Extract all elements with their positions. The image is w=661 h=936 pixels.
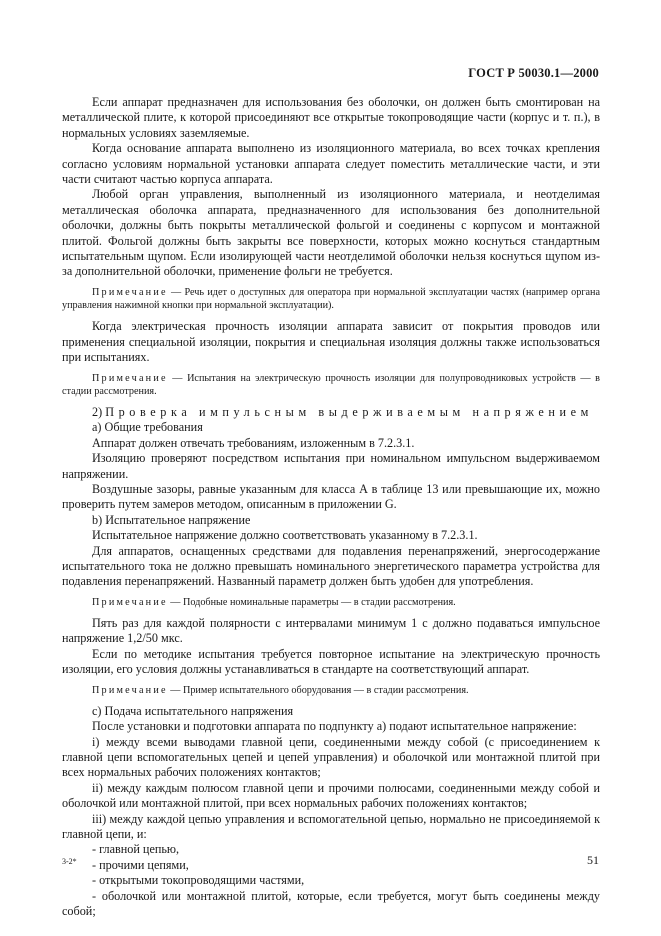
subsection-heading: а) Общие требования: [92, 420, 203, 435]
note-text: — Пример испытательного оборудования — в стадии рассмотрения.: [167, 684, 469, 696]
page-number: 51: [587, 853, 599, 867]
list-item: ii) между каждым полюсом главной цепи и прочими полюсами, соединенными между собой и оболочкой или монтажной плитой, при всех нормальных рабочих положениях контактов;: [62, 780, 600, 811]
paragraph: Изоляцию проверяют посредством испытания при номинальном импульсном выдерживаемом напряжении.: [62, 451, 600, 481]
paragraph: Если по методике испытания требуется повторное испытание на электрическую прочность изоляции, его условия должны устанавливаться в стандарте на соответствующий аппарат.: [62, 646, 600, 677]
paragraph: Воздушные зазоры, равные указанным для класса А в таблице 13 или превышающие их, можно проверить путем замеров методом, описанным в приложении G.: [62, 481, 600, 512]
paragraph: Если аппарат предназначен для использования без оболочки, он должен быть смонтирован на металлической плите, к которой присоединяют все открытые токопроводящие части (корпус и т. п.), в нормальных условиях заземляемые.: [62, 95, 600, 140]
page-body: [62, 95, 600, 920]
dash-item: - открытыми токопроводящими частями,: [92, 873, 305, 888]
paragraph: После установки и подготовки аппарата по подпункту а) подают испытательное напряжение:: [92, 719, 577, 734]
note-label: Примечание: [92, 596, 168, 608]
paragraph: Аппарат должен отвечать требованиям, изложенным в 7.2.3.1.: [92, 435, 415, 450]
note-text: — Подобные номинальные параметры — в стадии рассмотрения.: [167, 596, 456, 608]
note: [62, 596, 600, 609]
paragraph: Когда электрическая прочность изоляции аппарата зависит от покрытия проводов или применения специальной изоляции, покрытия и специальная изоляция должны также использоваться при испытаниях.: [62, 319, 600, 365]
list-item: i) между всеми выводами главной цепи, соединенными между собой (с присоединением к главной цепи вспомогательных цепей и цепей управления) и оболочкой или монтажной плитой при всех нормальных рабочих положениях контактов;: [62, 734, 600, 780]
section-title: Проверка импульсным выдерживаемым напряжением: [105, 404, 593, 419]
dash-item: - оболочкой или монтажной плитой, которые, если требуется, могут быть соединены между собой;: [62, 888, 600, 919]
note: [62, 684, 600, 697]
note-text: — Речь идет о доступных для оператора при нормальной эксплуатации частях (например органа управления нажимной кнопки при нормальной эксплуатации).: [62, 286, 600, 312]
dash-item: - главной цепью,: [92, 842, 180, 857]
note: [62, 286, 600, 312]
sheet-mark: 3-2*: [62, 857, 77, 866]
list-item: iii) между каждой цепью управления и вспомогательной цепью, нормально не присоединяемой к главной цепи, и:: [62, 811, 600, 842]
paragraph: Для аппаратов, оснащенных средствами для подавления перенапряжений, энергосодержание испытательного тока не должно превышать номинального энергетического параметра устройства для подавления перенапряжений. Названный параметр должен быть удобен для употребления.: [62, 543, 600, 589]
subsection-heading: b) Испытательное напряжение: [92, 512, 251, 527]
paragraph: Пять раз для каждой полярности с интервалами минимум 1 с должно подаваться импульсное напряжение 1,2/50 мкс.: [62, 615, 600, 646]
subsection-heading: с) Подача испытательного напряжения: [92, 703, 294, 718]
section-number: 2): [92, 404, 106, 419]
paragraph: Любой орган управления, выполненный из изоляционного материала, и неотделимая металлическая оболочка аппарата, предназначенного для использования без дополнительной оболочки, должны быть покрыты металлической фольгой и соединены с корпусом и монтажной плитой. Фольгой должны быть закрыты все поверхности, которых можно коснуться стандартным испытательным щупом. Если изолирующей части неотделимой оболочки нельзя коснуться щупом из-за дополнительной оболочки, применение фольги не требуется.: [62, 187, 600, 279]
standard-header: ГОСТ Р 50030.1—2000: [468, 66, 599, 80]
note-label: Примечание: [92, 372, 168, 384]
paragraph: Испытательное напряжение должно соответствовать указанному в 7.2.3.1.: [92, 528, 478, 543]
paragraph: Когда основание аппарата выполнено из изоляционного материала, во всех точках крепления согласно условиям нормальной установки аппарата следует поместить металлические части, и эти части считают частью корпуса аппарата.: [62, 141, 600, 187]
note-label: Примечание: [92, 684, 168, 696]
note-text: — Испытания на электрическую прочность изоляции для полупроводниковых устройств — в стадии рассмотрения.: [62, 372, 600, 397]
section-heading: [62, 405, 600, 420]
note: [62, 372, 600, 398]
note-label: Примечание: [92, 286, 168, 298]
dash-item: - прочими цепями,: [92, 857, 189, 872]
